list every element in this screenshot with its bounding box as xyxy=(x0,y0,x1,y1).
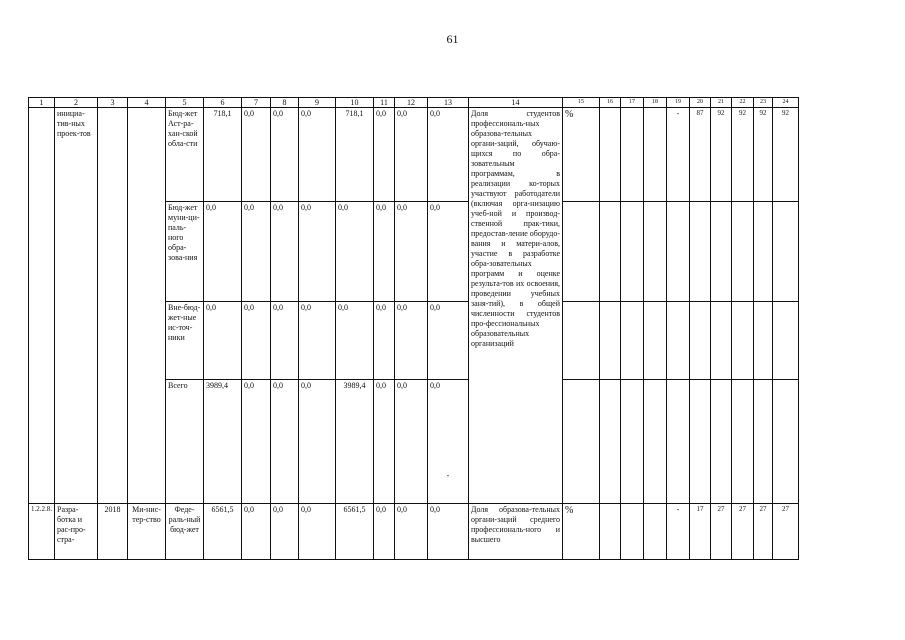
header-cell: 17 xyxy=(621,98,644,108)
dash-mark: - xyxy=(446,471,450,480)
value-cell: 718,1 xyxy=(336,108,374,202)
value-cell: 0,0 xyxy=(374,504,395,560)
value-cell: 0,0 xyxy=(271,302,299,380)
value-cell: 3989,4 xyxy=(204,380,242,504)
header-cell: 1 xyxy=(29,98,55,108)
empty-cell xyxy=(754,202,773,302)
value-cell: 0,0 xyxy=(428,302,469,380)
value-cell: 0,0 xyxy=(428,202,469,302)
value-cell: 0,0 xyxy=(299,380,336,504)
value-cell: 0,0 xyxy=(204,202,242,302)
value-cell: 6561,5 xyxy=(204,504,242,560)
value-cell: 3989,4 xyxy=(336,380,374,504)
value-cell: 0,0 xyxy=(242,504,271,560)
header-cell: 13 xyxy=(428,98,469,108)
empty-cell xyxy=(644,504,667,560)
empty-cell xyxy=(644,302,667,380)
header-cell: 22 xyxy=(732,98,754,108)
value-cell: 0,0 xyxy=(271,108,299,202)
year-cell: 2018 xyxy=(98,504,128,560)
empty-cell xyxy=(773,202,799,302)
empty-cell xyxy=(644,202,667,302)
empty-cell xyxy=(600,202,621,302)
header-cell: 2 xyxy=(55,98,98,108)
empty-cell xyxy=(600,302,621,380)
funding-source: Бюд-жет Аст-ра-хан-ской обла-сти xyxy=(166,108,204,202)
target-value: 92 xyxy=(711,108,732,202)
empty-cell xyxy=(621,302,644,380)
empty-cell xyxy=(621,108,644,202)
empty-cell xyxy=(711,380,732,504)
empty-cell xyxy=(563,302,600,380)
value-cell: 718,1 xyxy=(204,108,242,202)
empty-cell xyxy=(621,202,644,302)
header-cell: 14 xyxy=(469,98,563,108)
year-cell xyxy=(98,108,128,504)
value-cell: 0,0 xyxy=(374,202,395,302)
header-row xyxy=(29,98,799,108)
value-cell: 0,0 xyxy=(299,302,336,380)
value-cell: 6561,5 xyxy=(336,504,374,560)
value-cell: 0,0 xyxy=(242,302,271,380)
program-table xyxy=(28,97,799,560)
table-row xyxy=(29,108,799,202)
value-cell: 0,0 xyxy=(242,108,271,202)
value-cell: 0,0 xyxy=(299,504,336,560)
empty-cell xyxy=(667,302,690,380)
empty-cell xyxy=(711,302,732,380)
target-value: 17 xyxy=(690,504,711,560)
empty-cell xyxy=(732,202,754,302)
unit-cell: % xyxy=(563,504,600,560)
target-value: 27 xyxy=(732,504,754,560)
header-cell: 6 xyxy=(204,98,242,108)
empty-cell xyxy=(754,302,773,380)
empty-cell xyxy=(600,380,621,504)
header-cell: 21 xyxy=(711,98,732,108)
target-value: 92 xyxy=(754,108,773,202)
page-number: 61 xyxy=(446,32,459,46)
indicator-text: Доля образова-тельных органи-заций среднего профессиональ-ного и высшего xyxy=(469,504,563,560)
header-cell: 3 xyxy=(98,98,128,108)
executor-cell xyxy=(128,108,166,504)
header-cell: 5 xyxy=(166,98,204,108)
value-cell: 0,0 xyxy=(299,202,336,302)
value-cell: 0,0 xyxy=(242,380,271,504)
unit-cell: % xyxy=(563,108,600,202)
value-cell: 0,0 xyxy=(395,380,428,504)
target-value: - xyxy=(667,108,690,202)
value-cell: 0,0 xyxy=(299,108,336,202)
target-value: 87 xyxy=(690,108,711,202)
empty-cell xyxy=(690,302,711,380)
value-cell: 0,0 xyxy=(395,202,428,302)
header-cell: 10 xyxy=(336,98,374,108)
target-value: 92 xyxy=(732,108,754,202)
indicator-text: Доля студентов профессиональ-ных образова-тельных органи-заций, обучаю-щихся по обра-зовательным программам, в реализации ко-торых участвуют работодатели (включая орга-низацию учеб-ной и производ-ственной прак-тики, предостав-ление оборудо-вания и матери-алов, участие в разработке обра-зовательных программ и оценке результа-тов их освоения, проведении учебных заня-тий), в общей численности студентов про-фессиональных образовательных организаций xyxy=(469,108,563,504)
empty-cell xyxy=(667,202,690,302)
header-cell: 11 xyxy=(374,98,395,108)
empty-cell xyxy=(773,302,799,380)
target-value: 27 xyxy=(711,504,732,560)
header-cell: 4 xyxy=(128,98,166,108)
target-value: 27 xyxy=(754,504,773,560)
value-cell: 0,0 xyxy=(242,202,271,302)
value-cell: 0,0 xyxy=(204,302,242,380)
header-cell: 19 xyxy=(667,98,690,108)
header-cell: 24 xyxy=(773,98,799,108)
value-cell: 0,0 xyxy=(271,504,299,560)
value-cell: 0,0 xyxy=(395,302,428,380)
empty-cell xyxy=(711,202,732,302)
funding-source: Феде-раль-ный бюд-жет xyxy=(166,504,204,560)
header-cell: 16 xyxy=(600,98,621,108)
value-cell: 0,0 xyxy=(395,504,428,560)
value-cell: 0,0 xyxy=(374,302,395,380)
value-cell: 0,0 xyxy=(271,202,299,302)
empty-cell xyxy=(732,380,754,504)
funding-source-total: Всего xyxy=(166,380,204,504)
empty-cell xyxy=(667,380,690,504)
header-cell: 18 xyxy=(644,98,667,108)
empty-cell xyxy=(732,302,754,380)
row-number-cell: 1.2.2.8. xyxy=(29,504,55,560)
activity-name: инициа-тив-ных проек-тов xyxy=(55,108,98,504)
value-cell: 0,0 xyxy=(271,380,299,504)
value-cell: 0,0 xyxy=(395,108,428,202)
value-text: 0,0 xyxy=(430,381,440,390)
target-value: 92 xyxy=(773,108,799,202)
activity-name: Разра-ботка и рас-про-стра- xyxy=(55,504,98,560)
empty-cell xyxy=(563,380,600,504)
target-value: - xyxy=(667,504,690,560)
empty-cell xyxy=(644,108,667,202)
empty-cell xyxy=(621,380,644,504)
value-cell: 0,0 xyxy=(336,302,374,380)
row-number-cell xyxy=(29,108,55,504)
value-cell: 0,0 xyxy=(336,202,374,302)
header-cell: 20 xyxy=(690,98,711,108)
executor-cell: Ми-нис-тер-ство xyxy=(128,504,166,560)
value-cell: 0,0 xyxy=(428,108,469,202)
value-cell: 0,0 xyxy=(374,108,395,202)
value-cell: 0,0 xyxy=(428,504,469,560)
empty-cell xyxy=(773,380,799,504)
header-cell: 7 xyxy=(242,98,271,108)
header-cell: 23 xyxy=(754,98,773,108)
value-cell xyxy=(428,380,469,504)
funding-source: Бюд-жет муни-ци-паль-ного обра-зова-ния xyxy=(166,202,204,302)
empty-cell xyxy=(621,504,644,560)
header-cell: 8 xyxy=(271,98,299,108)
empty-cell xyxy=(563,202,600,302)
header-cell: 15 xyxy=(563,98,600,108)
empty-cell xyxy=(754,380,773,504)
table-row xyxy=(29,504,799,560)
empty-cell xyxy=(690,202,711,302)
header-cell: 12 xyxy=(395,98,428,108)
target-value: 27 xyxy=(773,504,799,560)
empty-cell xyxy=(600,108,621,202)
funding-source: Вне-бюд-жет-ные ис-точ-ники xyxy=(166,302,204,380)
header-cell: 9 xyxy=(299,98,336,108)
empty-cell xyxy=(690,380,711,504)
value-cell: 0,0 xyxy=(374,380,395,504)
empty-cell xyxy=(600,504,621,560)
empty-cell xyxy=(644,380,667,504)
